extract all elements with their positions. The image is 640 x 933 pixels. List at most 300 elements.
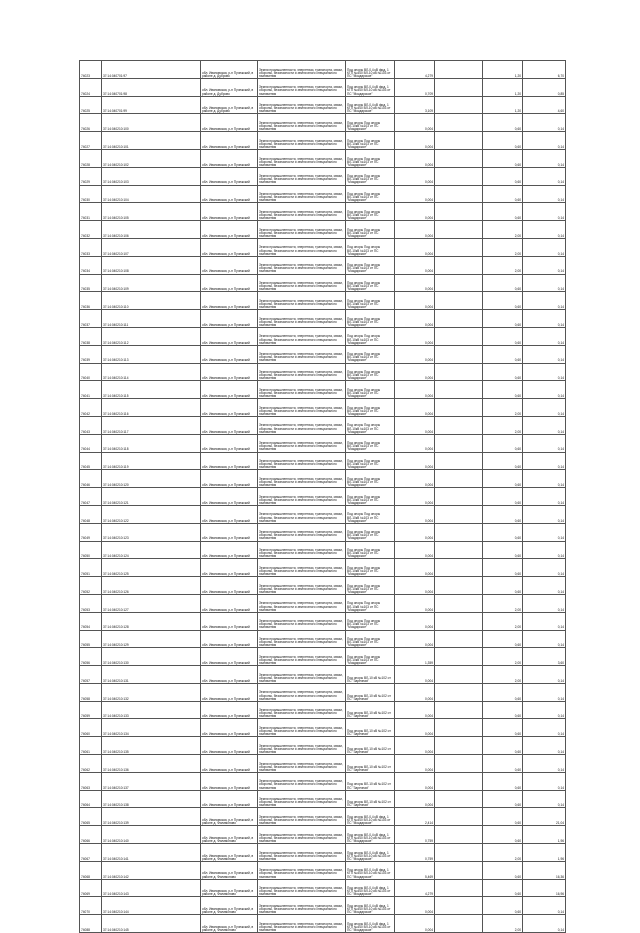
land-category: Земли промышленности, энергетики, транспорта, связи, обороны, безопасности и земли иного специального назначения [258, 114, 346, 132]
rate-value: 0,60 [483, 559, 523, 577]
plot-area: 0,004 [395, 452, 435, 470]
table-row [80, 790, 566, 808]
rate-value: 2,00 [483, 594, 523, 612]
table-row [80, 434, 566, 452]
permitted-use: Под опоры Под опоры ВЛ-10кВ №103 от ПС "Мокдарское" [346, 505, 395, 523]
total-value: 0,14 [523, 488, 566, 506]
table-row [80, 256, 566, 274]
table-row [80, 167, 566, 185]
empty-cell [435, 666, 483, 684]
land-category: Земли промышленности, энергетики, транспорта, связи, обороны, безопасности и земли иного специального назначения [258, 167, 346, 185]
plot-area: 0,004 [395, 630, 435, 648]
total-value: 0,14 [523, 505, 566, 523]
permitted-use: Под опоры ВЛ-0,4 кВ фид. 1 КТП №440 ВЛ-10 кВ №103 от ПС "Мокдарское" [346, 96, 395, 114]
permitted-use: Под опоры ВЛ-0,4 кВ фид. 1 КТП №440 ВЛ-10 кВ №103 от ПС "Мокдарское" [346, 844, 395, 862]
row-id: 74037 [80, 310, 102, 328]
permitted-use: Под опоры ВЛ-10 кВ №102 от ПС "Заречная" [346, 737, 395, 755]
rate-value: 0,60 [483, 683, 523, 701]
empty-cell [435, 167, 483, 185]
plot-area: 0,004 [395, 399, 435, 417]
land-category: Земли промышленности, энергетики, транспорта, связи, обороны, безопасности и земли иного специального назначения [258, 470, 346, 488]
total-value: 0,14 [523, 310, 566, 328]
land-category: Земли промышленности, энергетики, транспорта, связи, обороны, безопасности и земли иного специального назначения [258, 523, 346, 541]
table-row [80, 327, 566, 345]
plot-area: 0,004 [395, 274, 435, 292]
total-value: 0,85 [523, 78, 566, 96]
row-id: 74053 [80, 594, 102, 612]
rate-value: 0,60 [483, 488, 523, 506]
rate-value: 0,60 [483, 292, 523, 310]
permitted-use: Под опоры ВЛ-0,4 кВ фид. 1 КТП №440 ВЛ-10 кВ №103 от ПС "Мокдарское" [346, 915, 395, 933]
table-row [80, 719, 566, 737]
cadastral-number: 37:14:040210:101 [102, 132, 201, 150]
land-category: Земли промышленности, энергетики, транспорта, связи, обороны, безопасности и земли иного специального назначения [258, 203, 346, 221]
plot-address: обл. Ивановская, р-н Пучежский [201, 701, 258, 719]
row-id: 74055 [80, 630, 102, 648]
plot-address: обл. Ивановская, р-н Пучежский [201, 292, 258, 310]
row-id: 74044 [80, 434, 102, 452]
row-id: 74029 [80, 167, 102, 185]
plot-area: 0,004 [395, 915, 435, 933]
rate-value: 2,00 [483, 256, 523, 274]
plot-address: обл. Ивановская, р-н Пучежский [201, 648, 258, 666]
plot-area: 0,759 [395, 844, 435, 862]
rate-value: 0,60 [483, 755, 523, 773]
cadastral-number: 37:14:040210:131 [102, 666, 201, 684]
cadastral-number: 37:14:040210:107 [102, 238, 201, 256]
cadastral-number: 37:14:040210:105 [102, 203, 201, 221]
empty-cell [435, 505, 483, 523]
empty-cell [435, 559, 483, 577]
permitted-use: Под опоры Под опоры ВЛ-10кВ №103 от ПС "Мокдарское" [346, 559, 395, 577]
permitted-use: Под опоры Под опоры ВЛ-10кВ №103 от ПС "Мокдарское" [346, 399, 395, 417]
plot-area: 0,004 [395, 185, 435, 203]
permitted-use: Под опоры ВЛ-10 кВ №102 от ПС "Заречная" [346, 666, 395, 684]
plot-address: обл. Ивановская, р-н Пучежский, в районе д. Филимоново [201, 844, 258, 862]
cadastral-number: 37:14:040210:123 [102, 523, 201, 541]
plot-address: обл. Ивановская, р-н Пучежский [201, 221, 258, 239]
plot-area: 0,004 [395, 790, 435, 808]
plot-address: обл. Ивановская, р-н Пучежский [201, 185, 258, 203]
permitted-use: Под опоры Под опоры ВЛ-10кВ №103 от ПС "Мокдарское" [346, 541, 395, 559]
rate-value: 0,60 [483, 772, 523, 790]
empty-cell [435, 808, 483, 826]
land-category: Земли промышленности, энергетики, транспорта, связи, обороны, безопасности и земли иного специального назначения [258, 132, 346, 150]
plot-area: 0,004 [395, 737, 435, 755]
plot-area: 0,004 [395, 897, 435, 915]
rate-value: 1,20 [483, 78, 523, 96]
land-category: Земли промышленности, энергетики, транспорта, связи, обороны, безопасности и земли иного специального назначения [258, 505, 346, 523]
cadastral-number: 37:14:040210:118 [102, 434, 201, 452]
empty-cell [435, 310, 483, 328]
plot-area: 3,109 [395, 96, 435, 114]
plot-address: обл. Ивановская, р-н Пучежский, в районе д. Филимоново [201, 897, 258, 915]
plot-area: 0,004 [395, 683, 435, 701]
permitted-use: Под опоры Под опоры ВЛ-10кВ №103 от ПС "Мокдарское" [346, 612, 395, 630]
empty-cell [435, 132, 483, 150]
rate-value: 0,60 [483, 505, 523, 523]
row-id: 74041 [80, 381, 102, 399]
rate-value: 0,60 [483, 737, 523, 755]
plot-address: обл. Ивановская, р-н Пучежский [201, 790, 258, 808]
plot-area: 0,004 [395, 167, 435, 185]
row-id: 74051 [80, 559, 102, 577]
cadastral-number: 37:14:040210:136 [102, 755, 201, 773]
row-id: 74048 [80, 505, 102, 523]
land-category: Земли промышленности, энергетики, транспорта, связи, обороны, безопасности и земли иного специального назначения [258, 416, 346, 434]
total-value: 0,14 [523, 363, 566, 381]
rate-value: 0,60 [483, 701, 523, 719]
plot-address: обл. Ивановская, р-н Пучежский [201, 470, 258, 488]
permitted-use: Под опоры Под опоры ВЛ-10кВ №103 от ПС "Мокдарское" [346, 648, 395, 666]
row-id: 74059 [80, 701, 102, 719]
permitted-use: Под опоры ВЛ-0,4 кВ фид. 1 КТП №440 ВЛ-10 кВ №103 от ПС "Мокдарское" [346, 808, 395, 826]
table-row [80, 132, 566, 150]
row-id: 74088 [80, 915, 102, 933]
plot-area: 5,469 [395, 861, 435, 879]
permitted-use: Под опоры Под опоры ВЛ-10кВ №103 от ПС "Мокдарское" [346, 149, 395, 167]
empty-cell [435, 826, 483, 844]
empty-cell [435, 790, 483, 808]
plot-area: 0,004 [395, 149, 435, 167]
land-category: Земли промышленности, энергетики, транспорта, связи, обороны, безопасности и земли иного специального назначения [258, 737, 346, 755]
rate-value: 0,60 [483, 149, 523, 167]
permitted-use: Под опоры Под опоры ВЛ-10кВ №103 от ПС "Мокдарское" [346, 577, 395, 595]
cadastral-number: 37:14:040701:97 [102, 61, 201, 79]
plot-address: обл. Ивановская, р-н Пучежский, в районе д. Филимоново [201, 826, 258, 844]
cadastral-number: 37:14:040210:110 [102, 292, 201, 310]
rate-value: 2,00 [483, 915, 523, 933]
plot-address: обл. Ивановская, р-н Пучежский [201, 149, 258, 167]
land-category: Земли промышленности, энергетики, транспорта, связи, обороны, безопасности и земли иного специального назначения [258, 879, 346, 897]
cadastral-number: 37:14:040210:111 [102, 310, 201, 328]
land-category: Земли промышленности, энергетики, транспорта, связи, обороны, безопасности и земли иного специального назначения [258, 666, 346, 684]
empty-cell [435, 648, 483, 666]
empty-cell [435, 61, 483, 79]
total-value: 0,14 [523, 274, 566, 292]
cadastral-number: 37:14:040210:100 [102, 114, 201, 132]
total-value: 0,14 [523, 666, 566, 684]
land-category: Земли промышленности, энергетики, транспорта, связи, обороны, безопасности и земли иного специального назначения [258, 78, 346, 96]
plot-address: обл. Ивановская, р-н Пучежский [201, 345, 258, 363]
empty-cell [435, 274, 483, 292]
plot-address: обл. Ивановская, р-н Пучежский [201, 612, 258, 630]
plot-area: 0,004 [395, 114, 435, 132]
table-row [80, 737, 566, 755]
row-id: 74045 [80, 452, 102, 470]
empty-cell [435, 630, 483, 648]
cadastral-number: 37:14:040210:142 [102, 861, 201, 879]
cadastral-number: 37:14:040210:127 [102, 594, 201, 612]
cadastral-number: 37:14:040701:99 [102, 96, 201, 114]
land-category: Земли промышленности, энергетики, транспорта, связи, обороны, безопасности и земли иного специального назначения [258, 221, 346, 239]
table-row [80, 844, 566, 862]
cadastral-number: 37:14:040701:98 [102, 78, 201, 96]
plot-address: обл. Ивановская, р-н Пучежский, в районе д. Дуброво [201, 61, 258, 79]
table-row [80, 559, 566, 577]
total-value: 0,14 [523, 897, 566, 915]
land-category: Земли промышленности, энергетики, транспорта, связи, обороны, безопасности и земли иного специального назначения [258, 683, 346, 701]
row-id: 74024 [80, 78, 102, 96]
plot-address: обл. Ивановская, р-н Пучежский [201, 488, 258, 506]
total-value: 0,14 [523, 452, 566, 470]
empty-cell [435, 577, 483, 595]
permitted-use: Под опоры Под опоры ВЛ-10кВ №103 от ПС "Мокдарское" [346, 452, 395, 470]
total-value: 0,14 [523, 149, 566, 167]
empty-cell [435, 612, 483, 630]
land-category: Земли промышленности, энергетики, транспорта, связи, обороны, безопасности и земли иного специального назначения [258, 648, 346, 666]
cadastral-number: 37:14:040210:112 [102, 327, 201, 345]
rate-value: 0,60 [483, 808, 523, 826]
total-value: 0,14 [523, 594, 566, 612]
cadastral-number: 37:14:040210:126 [102, 577, 201, 595]
land-category: Земли промышленности, энергетики, транспорта, связи, обороны, безопасности и земли иного специального назначения [258, 541, 346, 559]
plot-area: 0,004 [395, 594, 435, 612]
rate-value: 0,60 [483, 185, 523, 203]
total-value: 0,14 [523, 203, 566, 221]
plot-area: 0,004 [395, 327, 435, 345]
empty-cell [435, 381, 483, 399]
land-category: Земли промышленности, энергетики, транспорта, связи, обороны, безопасности и земли иного специального назначения [258, 897, 346, 915]
rate-value: 0,60 [483, 523, 523, 541]
plot-address: обл. Ивановская, р-н Пучежский [201, 755, 258, 773]
plot-address: обл. Ивановская, р-н Пучежский [201, 132, 258, 150]
total-value: 0,14 [523, 399, 566, 417]
empty-cell [435, 541, 483, 559]
plot-area: 0,004 [395, 292, 435, 310]
permitted-use: Под опоры Под опоры ВЛ-10кВ №103 от ПС "Мокдарское" [346, 292, 395, 310]
table-row [80, 523, 566, 541]
plot-address: обл. Ивановская, р-н Пучежский, в районе д. Филимоново [201, 915, 258, 933]
empty-cell [435, 78, 483, 96]
rate-value: 0,60 [483, 203, 523, 221]
plot-area: 0,004 [395, 203, 435, 221]
permitted-use: Под опоры Под опоры ВЛ-10кВ №103 от ПС "Мокдарское" [346, 132, 395, 150]
permitted-use: Под опоры Под опоры ВЛ-10кВ №103 от ПС "Мокдарское" [346, 256, 395, 274]
rate-value: 0,60 [483, 879, 523, 897]
table-row [80, 577, 566, 595]
row-id: 74052 [80, 577, 102, 595]
land-category: Земли промышленности, энергетики, транспорта, связи, обороны, безопасности и земли иного специального назначения [258, 559, 346, 577]
row-id: 74025 [80, 96, 102, 114]
land-category: Земли промышленности, энергетики, транспорта, связи, обороны, безопасности и земли иного специального назначения [258, 701, 346, 719]
permitted-use: Под опоры ВЛ-10 кВ №102 от ПС "Заречная" [346, 719, 395, 737]
plot-area: 0,004 [395, 701, 435, 719]
plot-address: обл. Ивановская, р-н Пучежский [201, 737, 258, 755]
plot-address: обл. Ивановская, р-н Пучежский [201, 274, 258, 292]
land-category: Земли промышленности, энергетики, транспорта, связи, обороны, безопасности и земли иного специального назначения [258, 488, 346, 506]
rate-value: 0,60 [483, 719, 523, 737]
land-category: Земли промышленности, энергетики, транспорта, связи, обороны, безопасности и земли иного специального назначения [258, 808, 346, 826]
empty-cell [435, 915, 483, 933]
table-row [80, 826, 566, 844]
row-id: 74058 [80, 683, 102, 701]
permitted-use: Под опоры Под опоры ВЛ-10кВ №103 от ПС "Мокдарское" [346, 416, 395, 434]
empty-cell [435, 363, 483, 381]
table-row [80, 808, 566, 826]
table-row [80, 488, 566, 506]
plot-area: 0,004 [395, 310, 435, 328]
plot-area: 0,004 [395, 381, 435, 399]
land-category: Земли промышленности, энергетики, транспорта, связи, обороны, безопасности и земли иного специального назначения [258, 826, 346, 844]
table-row [80, 381, 566, 399]
plot-area: 0,004 [395, 612, 435, 630]
land-plots-table [79, 60, 566, 933]
total-value: 0,14 [523, 701, 566, 719]
row-id: 74067 [80, 844, 102, 862]
empty-cell [435, 434, 483, 452]
rate-value: 1,20 [483, 61, 523, 79]
plot-area: 1,359 [395, 648, 435, 666]
plot-address: обл. Ивановская, р-н Пучежский [201, 256, 258, 274]
land-category: Земли промышленности, энергетики, транспорта, связи, обороны, безопасности и земли иного специального назначения [258, 630, 346, 648]
total-value: 0,14 [523, 915, 566, 933]
empty-cell [435, 594, 483, 612]
cadastral-number: 37:14:040210:143 [102, 879, 201, 897]
permitted-use: Под опоры Под опоры ВЛ-10кВ №103 от ПС "Мокдарское" [346, 274, 395, 292]
total-value: 0,14 [523, 185, 566, 203]
total-value: 16,36 [523, 861, 566, 879]
table-body [80, 61, 566, 933]
land-category: Земли промышленности, энергетики, транспорта, связи, обороны, безопасности и земли иного специального назначения [258, 381, 346, 399]
plot-area: 2,414 [395, 808, 435, 826]
permitted-use: Под опоры Под опоры ВЛ-10кВ №103 от ПС "Мокдарское" [346, 363, 395, 381]
plot-address: обл. Ивановская, р-н Пучежский, в районе д. Филимоново [201, 879, 258, 897]
empty-cell [435, 488, 483, 506]
permitted-use: Под опоры Под опоры ВЛ-10кВ №103 от ПС "Мокдарское" [346, 238, 395, 256]
cadastral-number: 37:14:040210:129 [102, 630, 201, 648]
cadastral-number: 37:14:040210:106 [102, 221, 201, 239]
cadastral-number: 37:14:040210:121 [102, 488, 201, 506]
row-id: 74038 [80, 327, 102, 345]
row-id: 74039 [80, 345, 102, 363]
table-row [80, 505, 566, 523]
cadastral-number: 37:14:040210:124 [102, 541, 201, 559]
rate-value: 0,60 [483, 541, 523, 559]
land-category: Земли промышленности, энергетики, транспорта, связи, обороны, безопасности и земли иного специального назначения [258, 363, 346, 381]
rate-value: 2,00 [483, 221, 523, 239]
empty-cell [435, 879, 483, 897]
total-value: 0,14 [523, 719, 566, 737]
empty-cell [435, 185, 483, 203]
total-value: 0,14 [523, 381, 566, 399]
row-id: 74063 [80, 772, 102, 790]
rate-value: 0,60 [483, 434, 523, 452]
table-row [80, 648, 566, 666]
rate-value: 0,60 [483, 452, 523, 470]
empty-cell [435, 719, 483, 737]
land-category: Земли промышленности, энергетики, транспорта, связи, обороны, безопасности и земли иного специального назначения [258, 861, 346, 879]
total-value: 0,14 [523, 327, 566, 345]
cadastral-number: 37:14:040210:120 [102, 470, 201, 488]
table-row [80, 701, 566, 719]
plot-area: 0,709 [395, 78, 435, 96]
empty-cell [435, 292, 483, 310]
permitted-use: Под опоры ВЛ-10 кВ №102 от ПС "Заречная" [346, 790, 395, 808]
row-id: 74061 [80, 737, 102, 755]
plot-area: 4,279 [395, 879, 435, 897]
plot-area: 0,004 [395, 577, 435, 595]
empty-cell [435, 701, 483, 719]
permitted-use: Под опоры ВЛ-10 кВ №102 от ПС "Заречная" [346, 772, 395, 790]
plot-address: обл. Ивановская, р-н Пучежский [201, 577, 258, 595]
permitted-use: Под опоры Под опоры ВЛ-10кВ №103 от ПС "Мокдарское" [346, 381, 395, 399]
total-value: 0,14 [523, 238, 566, 256]
cadastral-number: 37:14:040210:119 [102, 452, 201, 470]
land-category: Земли промышленности, энергетики, транспорта, связи, обороны, безопасности и земли иного специального назначения [258, 292, 346, 310]
rate-value: 0,60 [483, 363, 523, 381]
total-value: 0,14 [523, 416, 566, 434]
cadastral-number: 37:14:040210:108 [102, 256, 201, 274]
permitted-use: Под опоры Под опоры ВЛ-10кВ №103 от ПС "Мокдарское" [346, 594, 395, 612]
permitted-use: Под опоры Под опоры ВЛ-10кВ №103 от ПС "Мокдарское" [346, 488, 395, 506]
rate-value: 0,60 [483, 132, 523, 150]
empty-cell [435, 844, 483, 862]
total-value: 0,14 [523, 683, 566, 701]
row-id: 74043 [80, 416, 102, 434]
plot-address: обл. Ивановская, р-н Пучежский [201, 683, 258, 701]
cadastral-number: 37:14:040210:128 [102, 612, 201, 630]
rate-value: 0,60 [483, 167, 523, 185]
row-id: 74069 [80, 879, 102, 897]
table-row [80, 630, 566, 648]
cadastral-number: 37:14:040210:138 [102, 790, 201, 808]
plot-area: 0,004 [395, 345, 435, 363]
table-row [80, 416, 566, 434]
row-id: 74057 [80, 666, 102, 684]
empty-cell [435, 523, 483, 541]
land-category: Земли промышленности, энергетики, транспорта, связи, обороны, безопасности и земли иного специального назначения [258, 274, 346, 292]
table-row [80, 612, 566, 630]
row-id: 74036 [80, 292, 102, 310]
plot-address: обл. Ивановская, р-н Пучежский [201, 523, 258, 541]
empty-cell [435, 897, 483, 915]
total-value: 0,14 [523, 434, 566, 452]
cadastral-number: 37:14:040210:113 [102, 345, 201, 363]
cadastral-number: 37:14:040210:137 [102, 772, 201, 790]
land-category: Земли промышленности, энергетики, транспорта, связи, обороны, безопасности и земли иного специального назначения [258, 61, 346, 79]
plot-area: 0,759 [395, 826, 435, 844]
rate-value: 1,20 [483, 96, 523, 114]
plot-address: обл. Ивановская, р-н Пучежский [201, 238, 258, 256]
total-value: 0,14 [523, 612, 566, 630]
rate-value: 2,00 [483, 648, 523, 666]
land-category: Земли промышленности, энергетики, транспорта, связи, обороны, безопасности и земли иного специального назначения [258, 327, 346, 345]
plot-address: обл. Ивановская, р-н Пучежский [201, 363, 258, 381]
land-category: Земли промышленности, энергетики, транспорта, связи, обороны, безопасности и земли иного специального назначения [258, 844, 346, 862]
table-row [80, 915, 566, 933]
total-value: 3,60 [523, 648, 566, 666]
rate-value: 2,00 [483, 666, 523, 684]
empty-cell [435, 114, 483, 132]
total-value: 6,70 [523, 61, 566, 79]
land-category: Земли промышленности, энергетики, транспорта, связи, обороны, безопасности и земли иного специального назначения [258, 612, 346, 630]
table-row [80, 61, 566, 79]
total-value: 0,14 [523, 221, 566, 239]
plot-address: обл. Ивановская, р-н Пучежский [201, 452, 258, 470]
table-row [80, 755, 566, 773]
table-row [80, 879, 566, 897]
plot-area: 0,004 [395, 541, 435, 559]
row-id: 74027 [80, 132, 102, 150]
plot-address: обл. Ивановская, р-н Пучежский [201, 327, 258, 345]
table-row [80, 221, 566, 239]
row-id: 74046 [80, 470, 102, 488]
table-row [80, 772, 566, 790]
table-row [80, 185, 566, 203]
total-value: 0,14 [523, 470, 566, 488]
permitted-use: Под опоры ВЛ-10 кВ №102 от ПС "Заречная" [346, 701, 395, 719]
